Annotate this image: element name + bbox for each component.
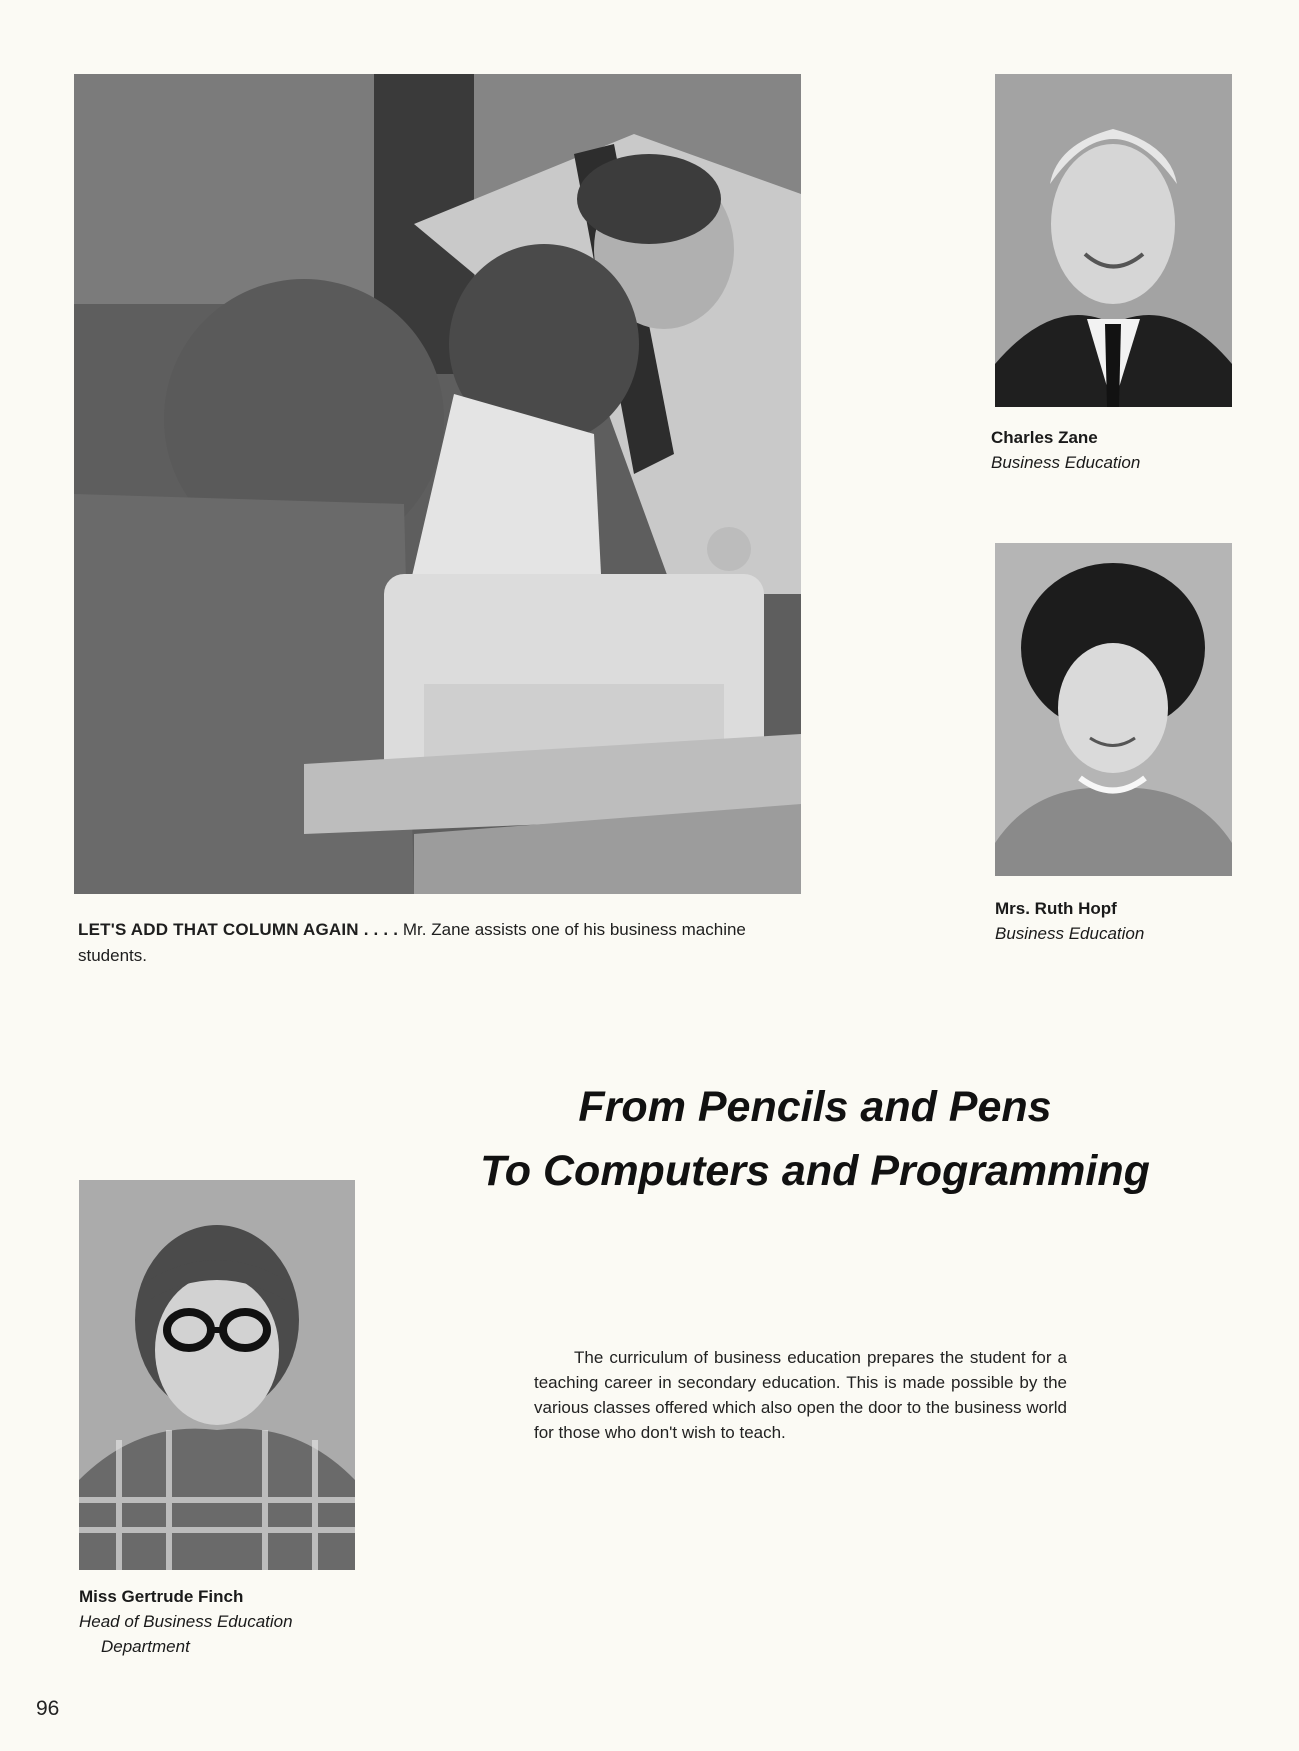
portrait-woman-icon — [995, 543, 1232, 876]
faculty-dept: Business Education — [991, 453, 1141, 472]
faculty-dept-continued: Department — [101, 1637, 190, 1656]
portrait-man-icon — [995, 74, 1232, 407]
classroom-photo-icon — [74, 74, 801, 894]
faculty-dept: Business Education — [995, 924, 1145, 943]
faculty-name: Miss Gertrude Finch — [79, 1587, 244, 1606]
caption-lead: LET'S ADD THAT COLUMN AGAIN . . . . — [78, 920, 399, 939]
faculty-zane — [991, 425, 1140, 475]
headline-line2: To Computers and Programming — [480, 1147, 1150, 1195]
photo-caption — [78, 917, 818, 969]
portrait-gertrude-finch — [79, 1180, 355, 1570]
faculty-hopf — [995, 896, 1144, 946]
page-number: 96 — [36, 1697, 60, 1720]
faculty-dept: Head of Business Education — [79, 1612, 293, 1631]
faculty-finch — [79, 1584, 293, 1659]
headline-line1: From Pencils and Pens — [578, 1083, 1052, 1131]
caption-text: Mr. Zane assists one of his business machine students. — [78, 920, 746, 965]
classroom-photo — [74, 74, 801, 894]
portrait-ruth-hopf — [995, 543, 1232, 876]
faculty-name: Mrs. Ruth Hopf — [995, 899, 1117, 918]
faculty-name: Charles Zane — [991, 428, 1098, 447]
body-paragraph: The curriculum of business education prepares the student for a teaching career in secondary education. This is made possible by the various classes offered which also open the door to the business world for those who don't wish to teach. — [534, 1348, 1067, 1442]
portrait-woman-glasses-icon — [79, 1180, 355, 1570]
portrait-charles-zane — [995, 74, 1232, 407]
page-headline — [420, 1075, 1210, 1203]
